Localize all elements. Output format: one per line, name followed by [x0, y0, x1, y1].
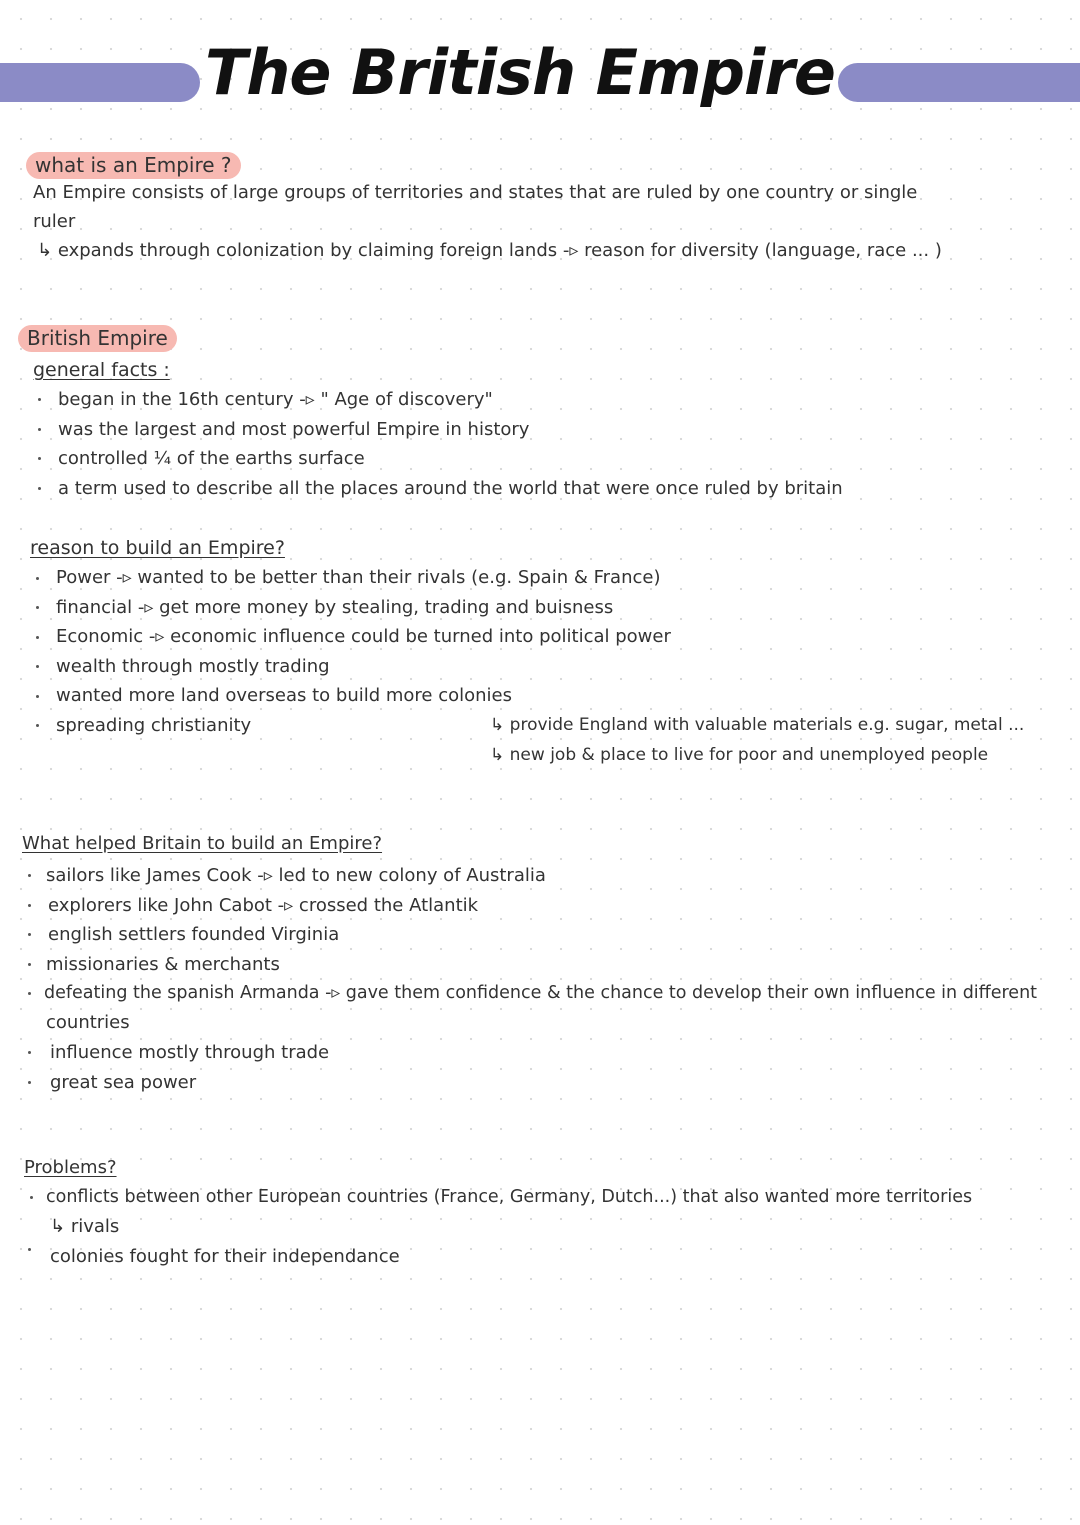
bullet-dot [36, 577, 39, 580]
bullet-dot [28, 1248, 31, 1251]
bullet-dot [36, 606, 39, 609]
reason-item: wealth through mostly trading [56, 656, 330, 677]
bullet-dot [38, 457, 41, 460]
bullet-dot [28, 933, 31, 936]
sub-arrow-icon: ↳ [490, 745, 510, 765]
bullet-dot [28, 1081, 31, 1084]
definition-line-2: ruler [33, 211, 76, 232]
bullet-dot [28, 963, 31, 966]
problem-subitem [50, 1218, 119, 1236]
colonies-note-1 [490, 717, 1024, 734]
subheading-reasons: reason to build an Empire? [30, 537, 285, 559]
page-title: The British Empire [205, 36, 835, 109]
problem-item: colonies fought for their independance [50, 1246, 400, 1267]
bullet-dot [38, 428, 41, 431]
bullet-dot [36, 636, 39, 639]
fact-item: began in the 16th century -▹ " Age of discovery" [58, 389, 493, 410]
colonies-note-text: provide England with valuable materials e.g. sugar, metal ... [509, 715, 1025, 735]
helped-item: sailors like James Cook -▹ led to new colony of Australia [46, 865, 546, 886]
bullet-dot [28, 992, 31, 995]
bullet-dot [28, 904, 31, 907]
helped-item-continued: countries [46, 1012, 130, 1033]
subheading-what-helped: What helped Britain to build an Empire? [22, 833, 383, 854]
problem-subitem-text: rivals [70, 1216, 120, 1237]
title-banner-left [0, 63, 200, 102]
reason-item: wanted more land overseas to build more colonies [56, 685, 513, 706]
bullet-dot [28, 1051, 31, 1054]
bullet-dot [36, 695, 39, 698]
bullet-dot [38, 398, 41, 401]
helped-item: influence mostly through trade [50, 1042, 330, 1063]
bullet-dot [38, 487, 41, 490]
sub-arrow-icon: ↳ [50, 1216, 71, 1237]
problem-item: conflicts between other European countries (France, Germany, Dutch...) that also wanted more territories [46, 1187, 973, 1207]
helped-item: english settlers founded Virginia [48, 924, 340, 945]
helped-item: great sea power [50, 1072, 197, 1093]
fact-item: was the largest and most powerful Empire in history [58, 419, 530, 440]
reason-item: Economic -▹ economic influence could be turned into political power [56, 626, 671, 647]
definition-line-3 [37, 242, 942, 260]
bullet-dot [36, 665, 39, 668]
bullet-dot [30, 1196, 33, 1199]
sub-arrow-icon: ↳ [37, 240, 58, 261]
reason-item: Power -▹ wanted to be better than their rivals (e.g. Spain & France) [56, 567, 661, 588]
colonies-note-2 [490, 747, 988, 764]
reason-item: financial -▹ get more money by stealing, trading and buisness [56, 597, 614, 618]
helped-item: missionaries & merchants [46, 954, 280, 975]
definition-line-3-text: expands through colonization by claiming foreign lands -▹ reason for diversity (language, race ... ) [57, 240, 942, 261]
sub-arrow-icon: ↳ [490, 715, 510, 735]
helped-item: defeating the spanish Armanda -▹ gave them confidence & the chance to develop their own influence in different [44, 983, 1038, 1003]
heading-what-is-empire: what is an Empire ? [26, 152, 241, 179]
title-banner-right [838, 63, 1080, 102]
helped-item: explorers like John Cabot -▹ crossed the Atlantik [48, 895, 479, 916]
fact-item: controlled ¼ of the earths surface [58, 448, 365, 469]
bullet-dot [28, 874, 31, 877]
subheading-general-facts: general facts : [33, 359, 170, 381]
colonies-note-text: new job & place to live for poor and unemployed people [509, 745, 989, 765]
heading-british-empire: British Empire [18, 325, 177, 352]
bullet-dot [36, 724, 39, 727]
definition-line-1: An Empire consists of large groups of territories and states that are ruled by one country or single [33, 182, 918, 203]
reason-item: spreading christianity [56, 715, 252, 736]
subheading-problems: Problems? [24, 1157, 117, 1178]
fact-item: a term used to describe all the places around the world that were once ruled by britain [58, 478, 843, 499]
